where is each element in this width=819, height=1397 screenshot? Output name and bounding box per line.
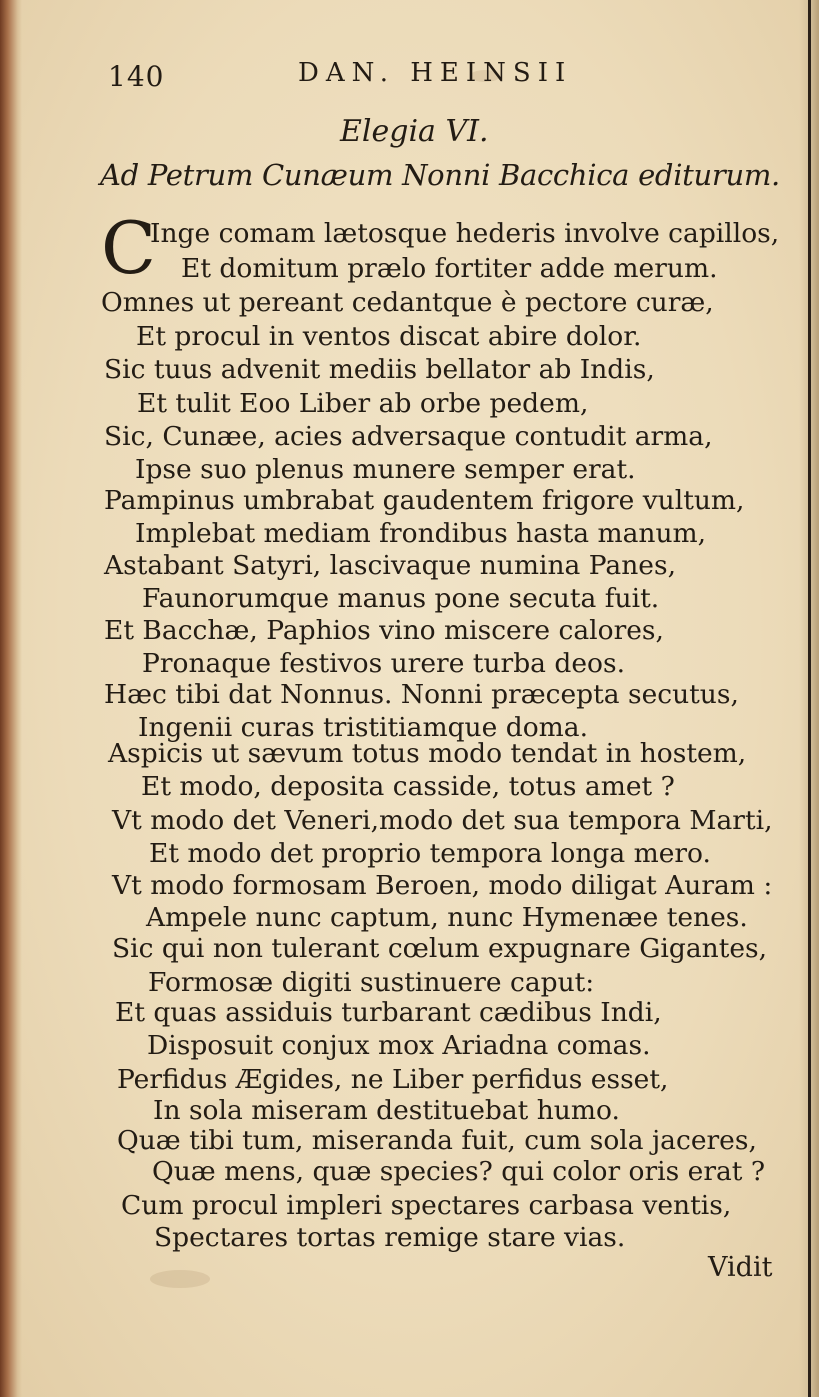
verse-line: Ingenii curas tristitiamque doma. — [138, 712, 588, 743]
verse-line: Cum procul impleri spectares carbasa ventis, — [121, 1190, 732, 1221]
verse-line: Et tulit Eoo Liber ab orbe pedem, — [137, 388, 589, 419]
verse-line: Sic qui non tulerant cœlum expugnare Gigantes, — [112, 933, 768, 964]
verse-line: Disposuit conjux mox Ariadna comas. — [147, 1030, 651, 1061]
verse-line: Et procul in ventos discat abire dolor. — [136, 321, 642, 352]
verse-line: Faunorumque manus pone secuta fuit. — [142, 583, 660, 614]
verse-line: Spectares tortas remige stare vias. — [154, 1222, 626, 1253]
verse-line: Sic tuus advenit mediis bellator ab Indis, — [104, 354, 655, 385]
verse-line: Et modo det proprio tempora longa mero. — [149, 838, 711, 869]
verse-line: Inge comam lætosque hederis involve capillos, — [150, 218, 780, 249]
verse-line: Et quas assiduis turbarant cædibus Indi, — [115, 997, 662, 1028]
verse-line: Vt modo formosam Beroen, modo diligat Auram : — [112, 870, 773, 901]
verse-line: Et domitum prælo fortiter adde merum. — [181, 253, 718, 284]
binding-gutter — [0, 0, 22, 1397]
verse-line: Perfidus Ægides, ne Liber perfidus esset, — [117, 1064, 669, 1095]
drop-cap: C — [101, 206, 157, 290]
dedication-title: Ad Petrum Cunæum Nonni Bacchica editurum. — [100, 158, 780, 192]
adjacent-page-edge — [808, 0, 811, 1397]
verse-line: Vt modo det Veneri,modo det sua tempora Marti, — [112, 805, 773, 836]
verse-line: Pampinus umbrabat gaudentem frigore vultum, — [104, 485, 745, 516]
elegy-title: Elegia VI. — [340, 114, 489, 149]
verse-line: Ampele nunc captum, nunc Hymenæe tenes. — [146, 902, 748, 933]
verse-line: In sola miseram destituebat humo. — [153, 1095, 620, 1126]
verse-line: Implebat mediam frondibus hasta manum, — [135, 518, 707, 549]
running-head: DAN. HEINSII — [298, 58, 573, 88]
verse-line: Et modo, deposita casside, totus amet ? — [141, 771, 675, 802]
verse-line: Aspicis ut sævum totus modo tendat in hostem, — [108, 738, 747, 769]
verse-line: Et Bacchæ, Paphios vino miscere calores, — [104, 615, 664, 646]
verse-line: Quæ mens, quæ species? qui color oris erat ? — [152, 1156, 766, 1187]
catchword: Vidit — [708, 1252, 773, 1283]
ink-smudge — [150, 1270, 210, 1288]
verse-line: Pronaque festivos urere turba deos. — [142, 648, 626, 679]
verse-line: Hæc tibi dat Nonnus. Nonni præcepta secutus, — [104, 679, 739, 710]
verse-line: Astabant Satyri, lascivaque numina Panes, — [104, 550, 676, 581]
verse-line: Sic, Cunæe, acies adversaque contudit arma, — [104, 421, 713, 452]
verse-line: Ipse suo plenus munere semper erat. — [135, 454, 636, 485]
verse-line: Omnes ut pereant cedantque è pectore curæ, — [101, 287, 714, 318]
page-number: 140 — [108, 60, 165, 93]
verse-line: Quæ tibi tum, miseranda fuit, cum sola jaceres, — [117, 1125, 757, 1156]
verse-line: Formosæ digiti sustinuere caput: — [148, 967, 595, 998]
